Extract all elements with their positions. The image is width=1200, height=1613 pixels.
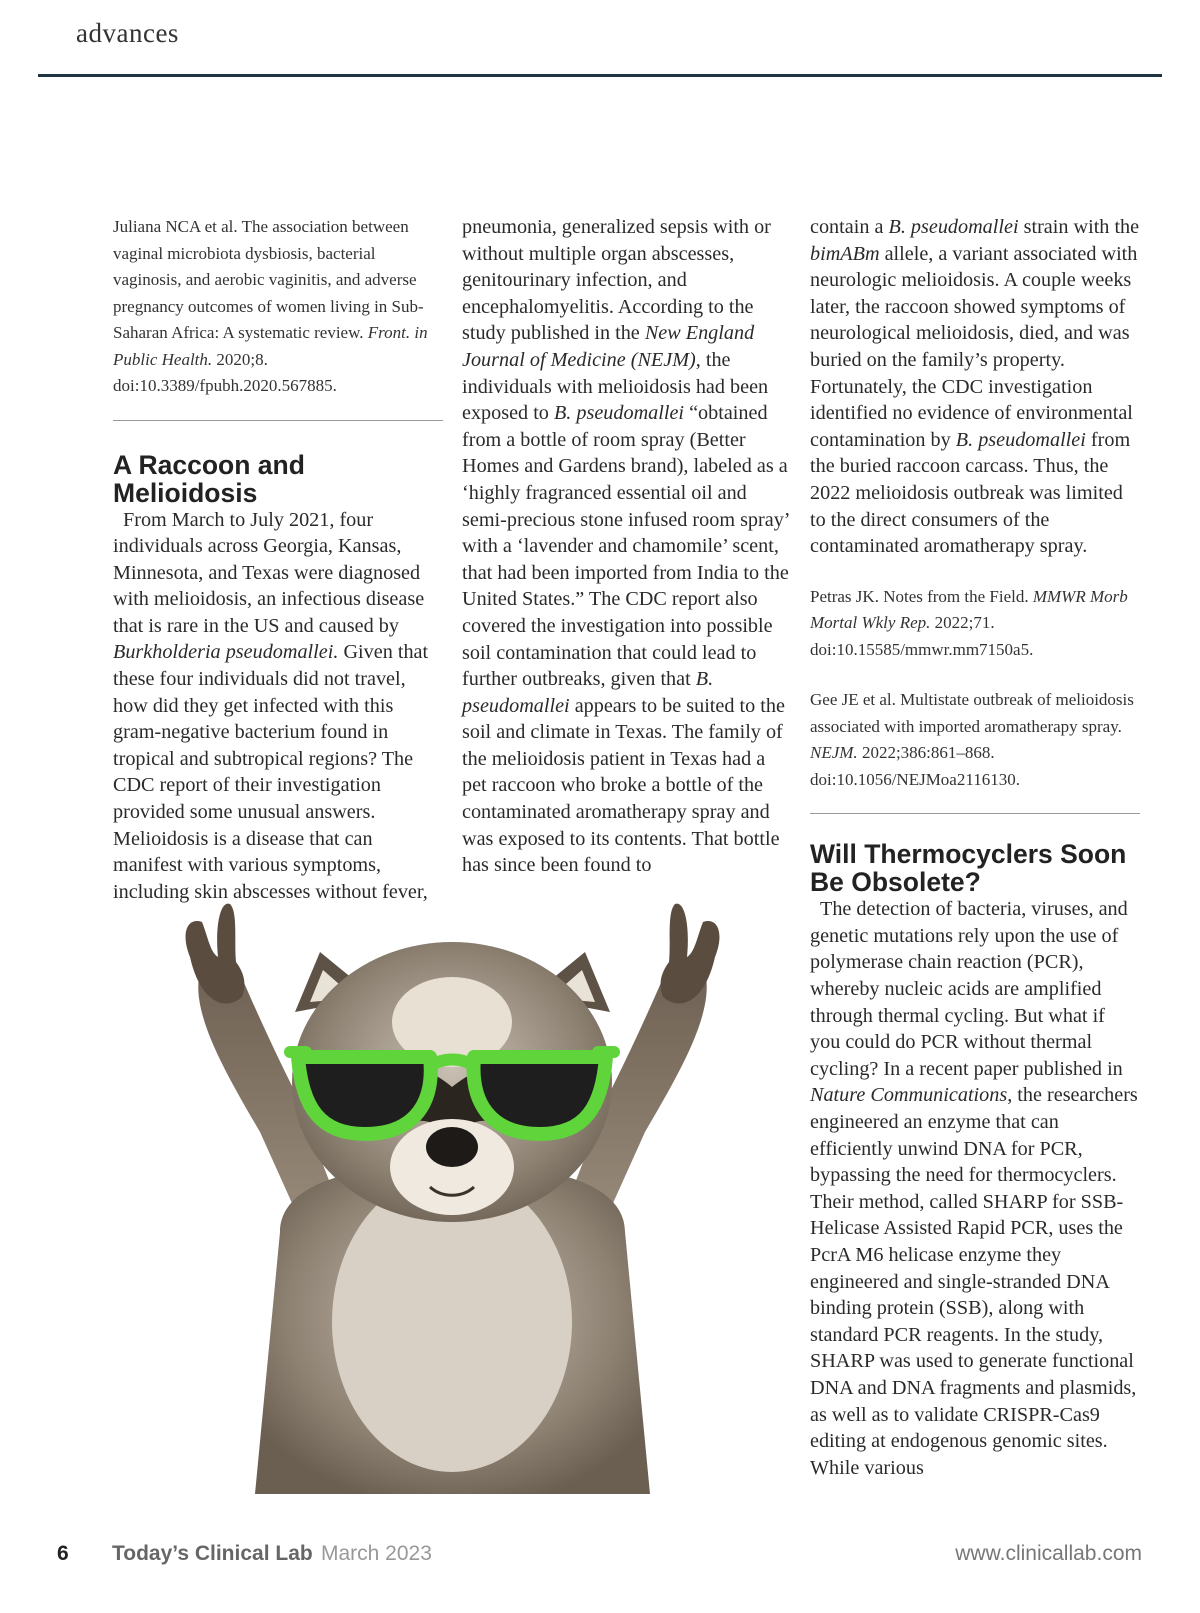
journal-name: Nature Communications — [810, 1084, 1008, 1107]
column-3 — [810, 214, 1140, 1481]
species-name: B. pseudomallei — [888, 216, 1019, 238]
body-text: contain a — [810, 216, 889, 238]
species-name: Burkholderia pseudomallei. — [113, 641, 339, 664]
header-rule — [38, 74, 1162, 77]
article-body-thermocyclers — [810, 896, 1140, 1481]
article-heading-thermocyclers: Will Thermocyclers Soon Be Obsolete? — [810, 839, 1127, 898]
column-1 — [113, 214, 443, 905]
magazine-title: Today’s Clinical Lab — [112, 1542, 313, 1565]
section-divider — [810, 813, 1140, 814]
journal-name: New England Journal of Medicine (NEJM) — [462, 322, 755, 371]
ref-text: 2020;8. doi:10.3389/fpubh.2020.567885. — [113, 349, 337, 395]
ref-text: Gee JE et al. Multistate outbreak of melioidosis associated with imported aromatherapy spray. — [810, 690, 1134, 736]
body-text: strain with the — [1018, 216, 1140, 238]
body-text: The detection of bacteria, viruses, and genetic mutations rely upon the use of polymerase chain reaction (PCR), whereby nucleic acids are amplified through thermal cycling. But what if you could do PCR without thermal cycling? In a recent paper published in — [810, 898, 1128, 1080]
section-label: advances — [76, 18, 179, 48]
ref-text: Petras JK. Notes from the Field. — [810, 586, 1033, 606]
raccoon-nose — [426, 1127, 478, 1167]
section-divider — [113, 420, 443, 421]
raccoon-left-paw — [186, 904, 245, 1004]
raccoon-right-paw — [661, 904, 720, 1004]
species-name: B. pseudomallei — [462, 668, 714, 717]
body-text: Given that these four individuals did not travel, how did they get infected with this gram-negative bacterium found in tropical and subtropical regions? The CDC report of their investigation provided some unusual answers. Melioidosis is a disease that can manifest with various symptoms, including skin abscesses without fever, — [113, 641, 429, 903]
body-text: appears to be suited to the soil and climate in Texas. The family of the melioidosis patient in Texas had a pet raccoon who broke a bottle of the contaminated aromatherapy spray and was exposed to its contents. That bottle has since been found to — [462, 694, 785, 877]
reference-juliana — [113, 214, 443, 400]
issue-date: March 2023 — [321, 1542, 432, 1565]
ref-journal: Front. in Public Health. — [113, 323, 428, 369]
article-body-raccoon — [113, 507, 443, 906]
body-text: pneumonia, generalized sepsis with or without multiple organ abscesses, genitourinary infection, and encephalomyelitis. According to the study published in the — [462, 216, 771, 345]
ref-text: 2022;386:861–868. doi:10.1056/NEJMoa2116130. — [810, 743, 1020, 789]
ref-text: 2022;71. doi:10.15585/mmwr.mm7150a5. — [810, 613, 1034, 659]
body-text: from the buried raccoon carcass. Thus, the 2022 melioidosis outbreak was limited to the direct consumers of the contaminated aromatherapy spray. — [810, 428, 1131, 558]
body-text: From March to July 2021, four individuals across Georgia, Kansas, Minnesota, and Texas were diagnosed with melioidosis, an infectious disease that is rare in the US and caused by — [113, 508, 425, 637]
ref-text: Juliana NCA et al. The association between vaginal microbiota dysbiosis, bacterial vaginosis, and aerobic vaginitis, and adverse pregnancy outcomes of women living in Sub-Saharan Africa: A systematic review. — [113, 217, 424, 342]
allele-name: bimABm — [810, 242, 880, 265]
article-body-continued — [810, 214, 1140, 560]
ref-journal: NEJM. — [810, 743, 858, 763]
ref-journal: MMWR Morb Mortal Wkly Rep. — [810, 586, 1128, 633]
column-2 — [462, 214, 792, 879]
species-name: B. pseudomallei — [553, 402, 685, 425]
page-number: 6 — [57, 1542, 69, 1565]
reference-petras — [810, 584, 1140, 664]
species-name: B. pseudomallei — [955, 428, 1086, 451]
article-heading-raccoon: A Raccoon and Melioidosis — [113, 449, 305, 508]
raccoon-photo — [130, 902, 775, 1494]
body-text: allele, a variant associated with neurologic melioidosis. A couple weeks later, the raccoon showed symptoms of neurological melioidosis, died, and was buried on the family’s property. Fortunately, the CDC investigation identified no evidence of environmental contamination by — [810, 242, 1138, 451]
body-text: , the researchers engineered an enzyme that can efficiently unwind DNA for PCR, bypassing the need for thermocyclers. Their method, called SHARP for SSB-Helicase Assisted Rapid PCR, uses the PcrA M6 helicase enzyme they engineered and single-stranded DNA binding protein (SSB), along with standard PCR reagents. In the study, SHARP was used to generate functional DNA and DNA fragments and plasmids, as well as to validate CRISPR-Cas9 editing at endogenous genomic sites. While various — [810, 1084, 1138, 1479]
body-text: “obtained from a bottle of room spray (Better Homes and Gardens brand), labeled as a ‘highly fragranced essential oil and semi-precious stone infused room spray’ with a ‘lavender and chamomile’ scent, that had been imported from India to the United States.” The CDC report also covered the investigation into possible soil contamination that could lead to further outbreaks, given that — [462, 402, 790, 691]
reference-gee — [810, 687, 1140, 793]
website-link[interactable]: www.clinicallab.com — [955, 1542, 1142, 1565]
body-text: , the individuals with melioidosis had been exposed to — [462, 348, 769, 425]
article-body-continued — [462, 214, 792, 879]
